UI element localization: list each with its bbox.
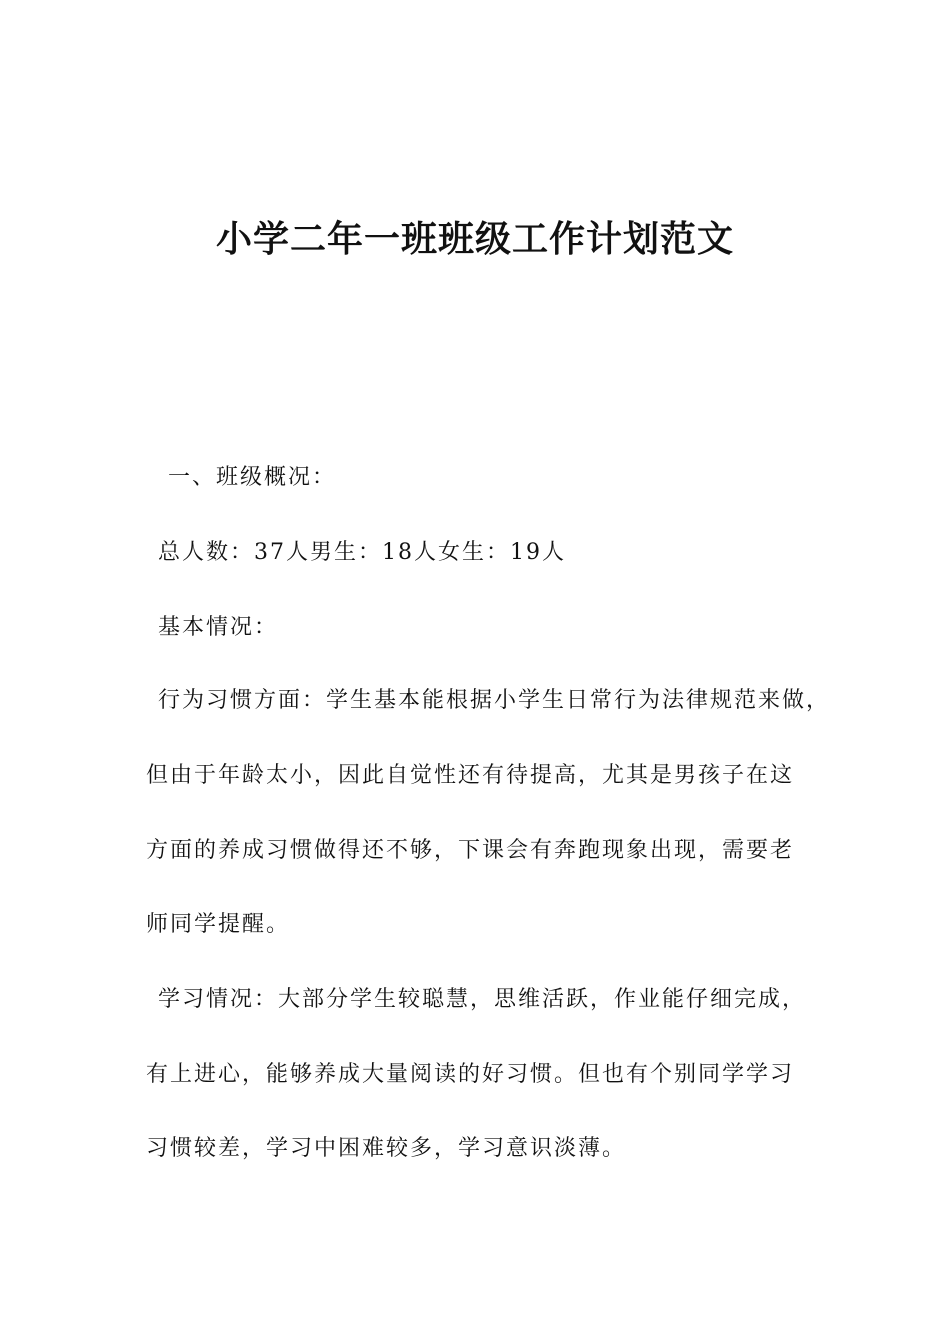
study-paragraph-line-1: 学习情况：大部分学生较聪慧，思维活跃，作业能仔细完成， xyxy=(158,987,807,1012)
student-count-line: 总人数：37人男生：18人女生：19人 xyxy=(158,540,566,565)
study-paragraph-line-3: 习惯较差，学习中困难较多，学习意识淡薄。 xyxy=(146,1136,627,1161)
document-title: 小学二年一班班级工作计划范文 xyxy=(215,219,734,260)
section-heading-class-overview: 一、班级概况： xyxy=(168,465,337,490)
behavior-paragraph-line-3: 方面的养成习惯做得还不够，下课会有奔跑现象出现，需要老 xyxy=(146,838,795,863)
behavior-paragraph-line-2: 但由于年龄太小，因此自觉性还有待提高，尤其是男孩子在这 xyxy=(146,763,795,788)
basic-situation-label: 基本情况： xyxy=(158,615,279,640)
behavior-paragraph-line-4: 师同学提醒。 xyxy=(146,912,291,937)
study-paragraph-line-2: 有上进心，能够养成大量阅读的好习惯。但也有个别同学学习 xyxy=(146,1062,795,1087)
behavior-paragraph-line-1: 行为习惯方面：学生基本能根据小学生日常行为法律规范来做， xyxy=(158,688,831,713)
